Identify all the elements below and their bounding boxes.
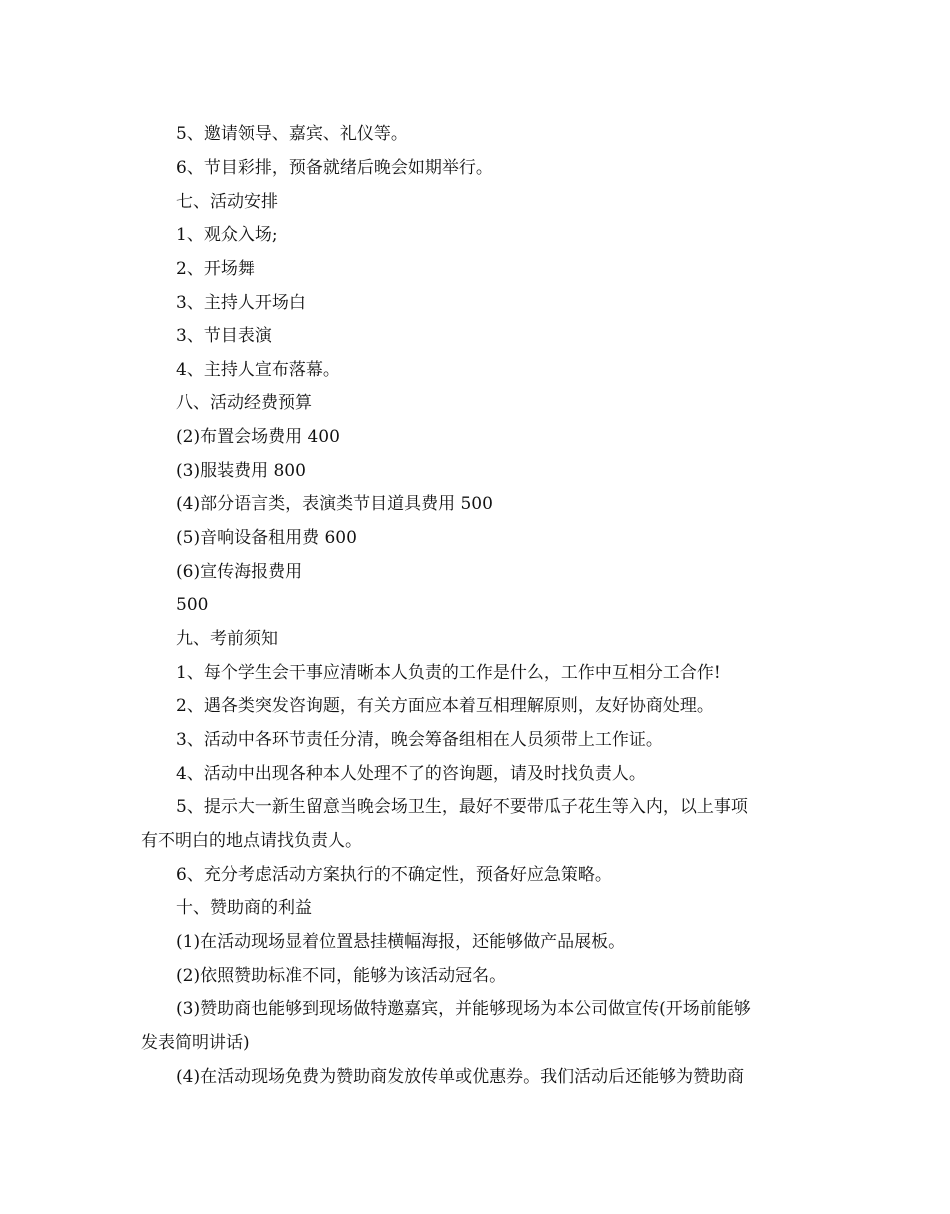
sponsor-line-1: (1)在活动现场显着位置悬挂横幅海报，还能够做产品展板。 (176, 932, 626, 952)
budget-item-audio: (5)音响设备租用费 600 (176, 528, 357, 548)
section-heading-sponsor: 十、赞助商的利益 (176, 898, 312, 918)
section-heading-budget: 八、活动经费预算 (176, 393, 312, 413)
note-line-4: 4、活动中出现各种本人处理不了的咨询题，请及时找负责人。 (176, 764, 646, 784)
section-heading-schedule: 七、活动安排 (176, 192, 278, 212)
budget-item-props: (4)部分语言类，表演类节目道具费用 500 (176, 494, 493, 514)
note-line-1: 1、每个学生会干事应清晰本人负责的工作是什么，工作中互相分工合作! (176, 663, 721, 683)
budget-item-costume: (3)服装费用 800 (176, 461, 306, 481)
sponsor-line-2: (2)依照赞助标准不同，能够为该活动冠名。 (176, 966, 507, 986)
note-line-5: 5、提示大一新生留意当晚会场卫生，最好不要带瓜子花生等入内，以上事项 (176, 797, 748, 817)
note-line-2: 2、遇各类突发咨询题，有关方面应本着互相理解原则，友好协商处理。 (176, 696, 714, 716)
budget-item-venue: (2)布置会场费用 400 (176, 427, 340, 447)
text-line-rehearsal: 6、节目彩排，预备就绪后晚会如期举行。 (176, 158, 493, 178)
note-line-3: 3、活动中各环节责任分清，晚会筹备组相在人员须带上工作证。 (176, 730, 663, 750)
budget-item-poster-amount: 500 (176, 595, 209, 615)
text-line-closing: 4、主持人宣布落幕。 (176, 360, 340, 380)
sponsor-line-3-cont: 发表简明讲话) (141, 1033, 250, 1053)
sponsor-line-4: (4)在活动现场免费为赞助商发放传单或优惠券。我们活动后还能够为赞助商 (176, 1067, 745, 1087)
note-line-6: 6、充分考虑活动方案执行的不确定性，预备好应急策略。 (176, 865, 612, 885)
note-line-5-cont: 有不明白的地点请找负责人。 (141, 831, 362, 851)
text-line-opening-dance: 2、开场舞 (176, 259, 255, 279)
text-line-host-opening: 3、主持人开场白 (176, 293, 306, 313)
text-line-audience: 1、观众入场; (176, 225, 278, 245)
text-line-invite: 5、邀请领导、嘉宾、礼仪等。 (176, 124, 408, 144)
text-line-performances: 3、节目表演 (176, 326, 272, 346)
sponsor-line-3: (3)赞助商也能够到现场做特邀嘉宾，并能够现场为本公司做宣传(开场前能够 (176, 999, 751, 1019)
section-heading-notes: 九、考前须知 (176, 629, 278, 649)
budget-item-poster: (6)宣传海报费用 (176, 562, 303, 582)
